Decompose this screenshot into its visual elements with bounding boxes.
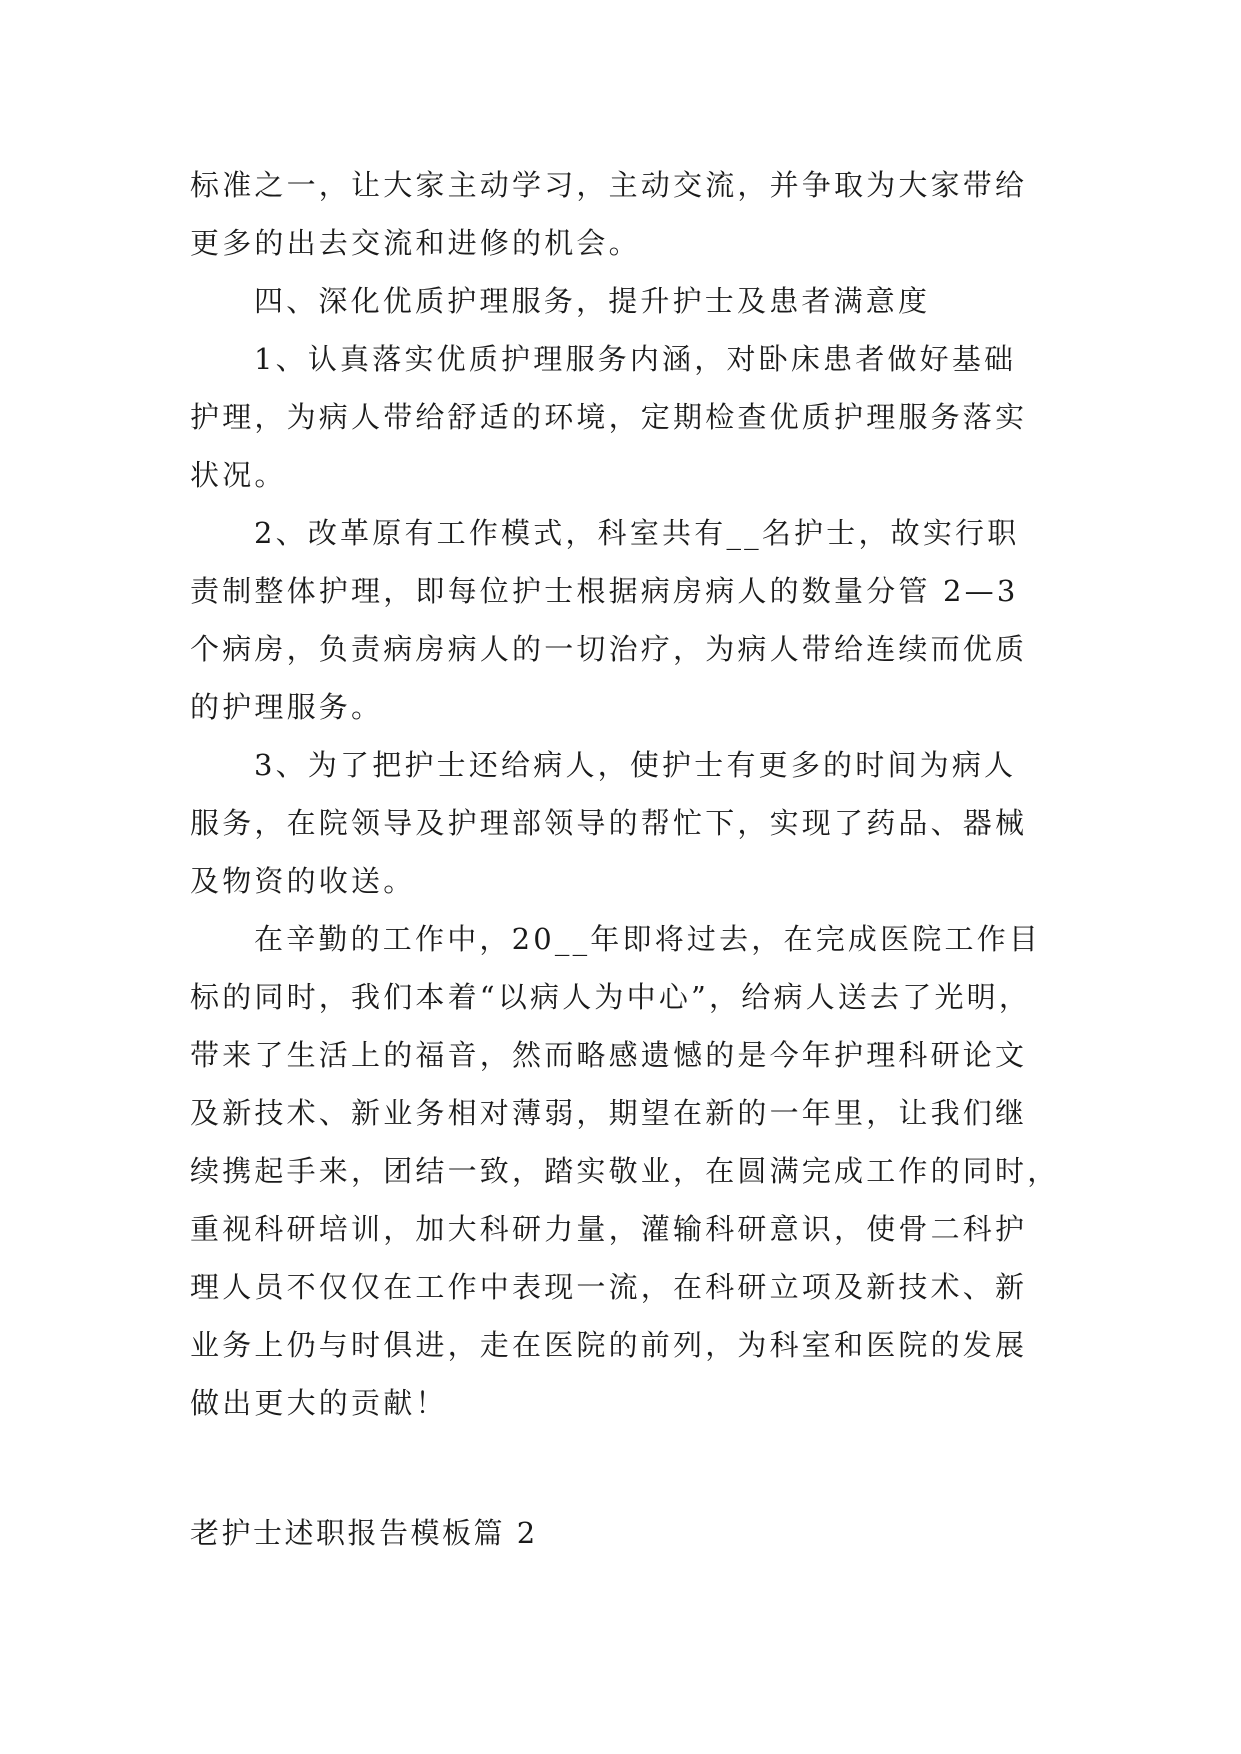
text-line: 及物资的收送。 bbox=[190, 864, 416, 898]
text-line: 3、为了把护士还给病人，使护士有更多的时间为病人 bbox=[254, 748, 1017, 782]
text-line: 1、认真落实优质护理服务内涵，对卧床患者做好基础 bbox=[254, 342, 1017, 376]
text-line: 更多的出去交流和进修的机会。 bbox=[190, 226, 641, 260]
text-line: 带来了生活上的福音，然而略感遗憾的是今年护理科研论文 bbox=[190, 1038, 1028, 1072]
text-line: 业务上仍与时俱进，走在医院的前列，为科室和医院的发展 bbox=[190, 1328, 1028, 1362]
body-text bbox=[190, 156, 1060, 1432]
text-line: 做出更大的贡献！ bbox=[190, 1386, 448, 1420]
text-line: 续携起手来，团结一致，踏实敬业，在圆满完成工作的同时， bbox=[190, 1154, 1060, 1188]
text-line: 2、改革原有工作模式，科室共有__名护士，故实行职 bbox=[254, 516, 1020, 550]
text-line: 标准之一，让大家主动学习，主动交流，并争取为大家带给 bbox=[190, 168, 1028, 202]
section-title: 老护士述职报告模板篇 2 bbox=[190, 1516, 538, 1550]
text-line: 标的同时，我们本着“以病人为中心”，给病人送去了光明， bbox=[190, 980, 1032, 1014]
text-line: 重视科研培训，加大科研力量，灌输科研意识，使骨二科护 bbox=[190, 1212, 1028, 1246]
text-line: 的护理服务。 bbox=[190, 690, 384, 724]
text-line: 状况。 bbox=[190, 458, 287, 492]
text-line: 及新技术、新业务相对薄弱，期望在新的一年里，让我们继 bbox=[190, 1096, 1028, 1130]
text-line: 服务，在院领导及护理部领导的帮忙下，实现了药品、器械 bbox=[190, 806, 1028, 840]
text-line: 护理，为病人带给舒适的环境，定期检查优质护理服务落实 bbox=[190, 400, 1028, 434]
text-line: 理人员不仅仅在工作中表现一流，在科研立项及新技术、新 bbox=[190, 1270, 1028, 1304]
text-line: 四、深化优质护理服务，提升护士及患者满意度 bbox=[254, 284, 931, 318]
text-line: 个病房，负责病房病人的一切治疗，为病人带给连续而优质 bbox=[190, 632, 1028, 666]
text-line: 在辛勤的工作中，20__年即将过去，在完成医院工作目 bbox=[254, 922, 1042, 956]
text-line: 责制整体护理，即每位护士根据病房病人的数量分管 2—3 bbox=[190, 574, 1019, 608]
